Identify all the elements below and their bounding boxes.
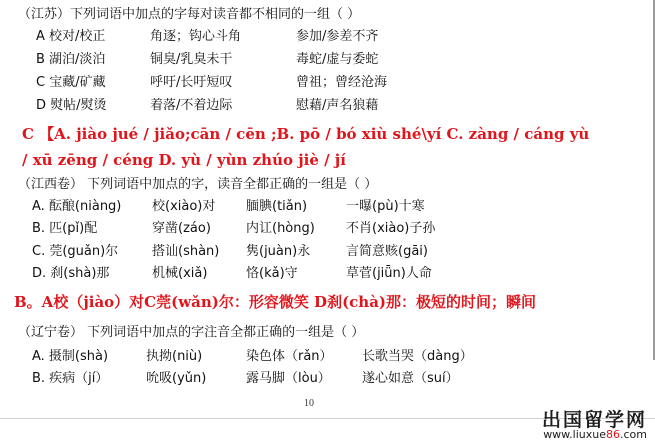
q1-row-d-col1: D 熨帖/熨烫 bbox=[36, 98, 107, 113]
q2-row-b-col3: 内讧(hòng) bbox=[246, 221, 315, 236]
watermark-url-suffix: .com bbox=[620, 428, 647, 441]
q3-row-b-col4: 遂心如意（suí） bbox=[362, 371, 459, 386]
q3-row-a-col4: 长歌当哭（dàng） bbox=[362, 349, 473, 364]
watermark-url-highlight: 86 bbox=[606, 428, 620, 441]
q3-row-a-col2: 执拗(niù) bbox=[146, 349, 203, 364]
q2-row-d-col2: 机械(xiǎ) bbox=[152, 266, 208, 281]
q1-row-a-col2: 角逐；钩心斗角 bbox=[150, 29, 242, 44]
q1-answer-line2: / xū zēng / céng D. yù / yùn zhúo jiè / jí bbox=[22, 151, 346, 169]
page-number: 10 bbox=[304, 398, 314, 409]
q2-row-b-col2: 穿凿(záo) bbox=[152, 221, 211, 236]
q2-answer: B。A校（jiào）对C莞(wǎn)尔：形容微笑 D刹(chà)那：极短的时间；瞬间 bbox=[14, 293, 537, 311]
q2-row-d-col3: 恪(kǎ)守 bbox=[246, 266, 298, 281]
q2-row-a-col4: 一曝(pù)十寒 bbox=[346, 199, 425, 214]
q1-answer-line1: C 【A. jiào jué / jiǎo;cān / cēn ;B. pō / bó xiù shé\yí C. zàng / cáng yù bbox=[22, 125, 590, 143]
q2-row-d-col1: D. 刹(shà)那 bbox=[32, 266, 110, 281]
q2-row-b-col1: B. 匹(pǐ)配 bbox=[32, 221, 98, 236]
q3-row-b-col3: 露马脚（lòu） bbox=[246, 371, 331, 386]
q2-row-a-col2: 校(xiào)对 bbox=[152, 199, 216, 214]
q3-row-b-col1: B. 疾病（jí） bbox=[32, 371, 109, 386]
q3-row-a-col3: 染色体（rǎn） bbox=[246, 349, 333, 364]
q2-row-d-col4: 草菅(jiǖn)人命 bbox=[346, 266, 432, 281]
q1-row-d-col2: 着落/不着边际 bbox=[150, 98, 233, 113]
q2-header: （江西卷） 下列词语中加点的字，读音全都正确的一组是（ ） bbox=[18, 177, 378, 192]
q2-row-a-col3: 腼腆(tiǎn) bbox=[246, 199, 308, 214]
q1-row-c-col2: 呼吁/长吁短叹 bbox=[150, 75, 233, 90]
q3-header: （辽宁卷） 下列词语中加点的字注音全都正确的一组是（ ） bbox=[18, 325, 365, 340]
q1-row-a-col1: A 校对/校正 bbox=[36, 29, 106, 44]
q2-row-c-col3: 隽(juàn)永 bbox=[246, 244, 311, 259]
q1-row-c-col3: 曾祖；曾经沧海 bbox=[296, 75, 388, 90]
q2-row-b-col4: 不肖(xiào)子孙 bbox=[346, 221, 436, 236]
q3-row-a-col1: A. 摄制(shà) bbox=[32, 349, 109, 364]
q1-row-a-col3: 参加/参差不齐 bbox=[296, 29, 379, 44]
q1-row-d-col3: 慰藉/声名狼藉 bbox=[296, 98, 379, 113]
q3-row-b-col2: 吮吸(yǔn) bbox=[146, 371, 207, 386]
watermark-logo-text: 出国留学网 bbox=[541, 409, 647, 431]
q2-row-c-col2: 搭讪(shàn) bbox=[152, 244, 220, 259]
watermark-url-prefix: www.liuxue bbox=[543, 428, 606, 441]
watermark-url[interactable] bbox=[543, 428, 647, 441]
q1-header: （江苏）下列词语中加点的字每对读音都不相同的一组（ ） bbox=[18, 7, 361, 22]
q2-row-a-col1: A. 酝酿(niàng) bbox=[32, 199, 122, 214]
q1-row-b-col2: 铜臭/乳臭未干 bbox=[150, 52, 233, 67]
q2-row-c-col1: C. 莞(guǎn)尔 bbox=[32, 244, 119, 259]
q2-row-c-col4: 言简意赅(gāi) bbox=[346, 244, 428, 259]
q1-row-c-col1: C 宝藏/矿藏 bbox=[36, 75, 106, 90]
q1-row-b-col1: B 湖泊/淡泊 bbox=[36, 52, 106, 67]
q1-row-b-col3: 毒蛇/虚与委蛇 bbox=[296, 52, 379, 67]
